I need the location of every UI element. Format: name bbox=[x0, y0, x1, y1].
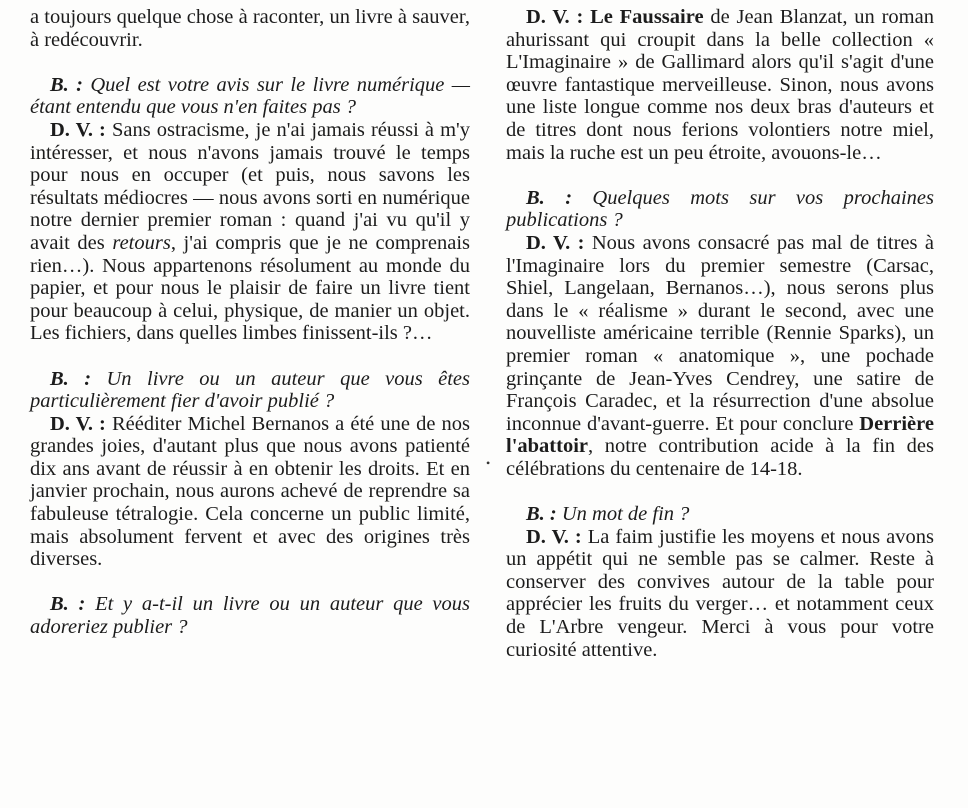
answer-proud bbox=[30, 413, 470, 571]
speaker-dv: D. V. : bbox=[526, 6, 584, 28]
speaker-dv: D. V. : bbox=[50, 118, 106, 141]
answer-ebook bbox=[30, 119, 470, 345]
question-ebook bbox=[30, 74, 470, 119]
book-title: Derrière l'abattoir bbox=[506, 412, 934, 458]
question-final-word bbox=[506, 503, 934, 526]
answer-text: Sans ostracisme, je n'ai jamais réussi à m'y intéresser, et nous n'avons jamais trouvé le temps pour nous en occuper (et puis, nous savons les résultats médiocres — nous avons sorti en numérique notre dernier premier roman : quand j'ai vu qu'il y avait des bbox=[30, 118, 470, 254]
speaker-b: B. : bbox=[526, 186, 573, 209]
left-column bbox=[30, 6, 470, 639]
book-title: Le Faussaire bbox=[583, 6, 704, 28]
paragraph-intro-continuation bbox=[30, 6, 470, 51]
question-text: Un mot de fin ? bbox=[556, 503, 690, 526]
question-dream-author bbox=[30, 593, 470, 638]
speaker-b: B. : bbox=[50, 593, 86, 616]
paragraph-text: a toujours quelque chose à raconter, un livre à sauver, à redécouvrir. bbox=[30, 6, 470, 51]
speaker-dv: D. V. : bbox=[526, 525, 582, 548]
answer-final-word bbox=[506, 526, 934, 662]
question-text: Et y a-t-il un livre ou un auteur que vous adoreriez publier ? bbox=[30, 593, 470, 639]
answer-text: La faim justifie les moyens et nous avons un appétit qui ne semble pas se calmer. Reste à conserver des convives autour de la table pour apprécier les fruits du verger… et notamment ceux de L'Arbre vengeur. Merci à vous pour votre curiosité attentive. bbox=[506, 525, 934, 661]
answer-upcoming bbox=[506, 232, 934, 481]
answer-text: , j'ai compris que je ne comprenais rien…). Nous appartenons résolument au monde du papier, et pour nous le plaisir de faire un livre tient pour beaucoup à celui, physique, de manier un objet. Les fichiers, dans quelles limbes finissent-ils ?… bbox=[30, 231, 470, 345]
speaker-b: B. : bbox=[50, 73, 83, 96]
question-text: Quel est votre avis sur le livre numérique — étant entendu que vous n'en faites pas ? bbox=[30, 73, 471, 119]
question-text: Quelques mots sur vos prochaines publications ? bbox=[506, 186, 934, 232]
question-upcoming bbox=[506, 187, 934, 232]
speaker-b: B. : bbox=[526, 503, 557, 526]
italic-word: retours bbox=[112, 231, 171, 254]
answer-text: , notre contribution acide à la fin des célébrations du centenaire de 14-18. bbox=[506, 435, 934, 480]
question-text: Un livre ou un auteur que vous êtes particulièrement fier d'avoir publié ? bbox=[30, 367, 470, 413]
speaker-b: B. : bbox=[50, 367, 92, 390]
right-column bbox=[506, 6, 934, 661]
question-proud bbox=[30, 368, 470, 413]
speaker-dv: D. V. : bbox=[50, 412, 106, 435]
speaker-dv: D. V. : bbox=[526, 231, 585, 254]
answer-text: de Jean Blanzat, un roman ahurissant qui croupit dans la belle collection « L'Imaginaire » de Gallimard alors qu'il s'agit d'une œuvre fantastique merveilleuse. Sinon, nous avons une liste longue comme nos deux bras d'auteurs et de titres dont nous ferions volontiers notre miel, mais la ruche est un peu étroite, avouons-le… bbox=[506, 6, 934, 164]
answer-text: Rééditer Michel Bernanos a été une de nos grandes joies, d'autant plus que nous avons patienté dix ans avant de réussir à en obtenir les droits. Et en janvier prochain, nous aurons achevé de reprendre sa fabuleuse tétralogie. Cela concerne un public limité, mais absolument fervent et avec des origines très diverses. bbox=[30, 412, 470, 571]
margin-marker: • bbox=[486, 456, 491, 470]
answer-text: Nous avons consacré pas mal de titres à l'Imaginaire lors du premier semestre (Carsac, Shiel, Langelaan, Bernanos…), nous serons plus dans le « réalisme » durant le second, avec une nouvelliste américaine terrible (Rennie Sparks), un premier roman « anatomique », une pochade grinçante de Jean-Yves Cendrey, une satire de François Caradec, et la résurrection d'une absolue inconnue d'avant-guerre. Et pour conclure bbox=[506, 231, 934, 435]
answer-dream-author bbox=[506, 6, 934, 164]
